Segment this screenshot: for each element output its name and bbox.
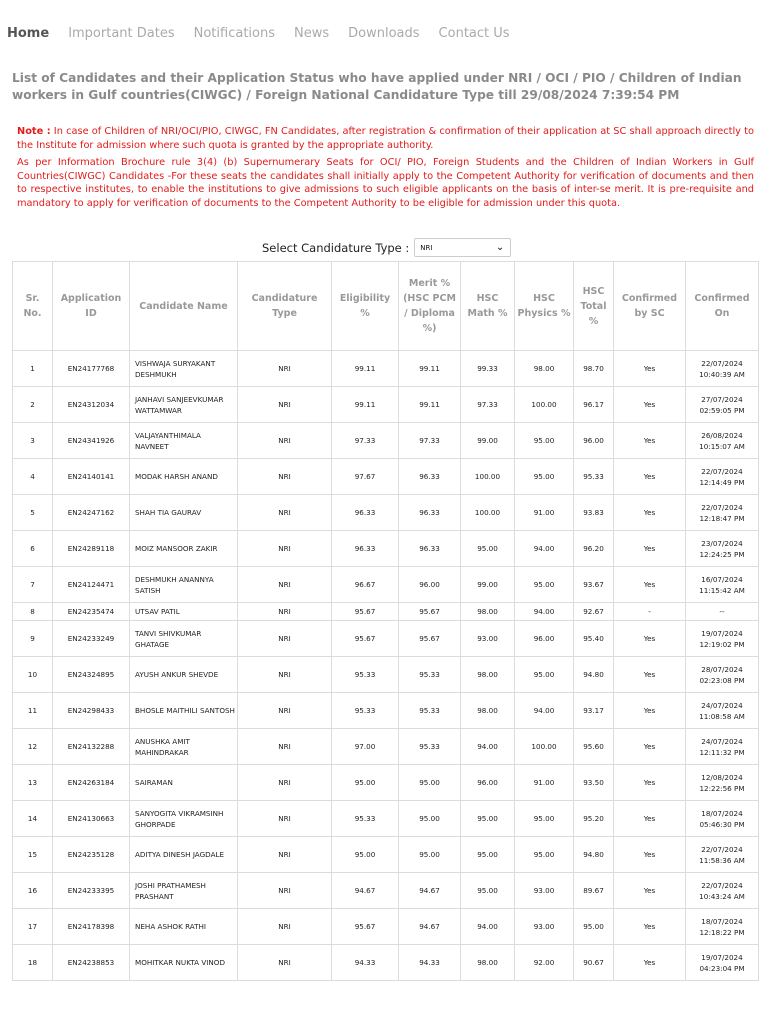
column-header-sr-no: Sr. No. <box>13 262 53 351</box>
eligibility-cell: 94.67 <box>332 873 399 909</box>
confirmed-on-cell <box>686 459 759 495</box>
hsc-total-cell: 93.50 <box>574 765 614 801</box>
table-row <box>13 693 759 729</box>
hsc-math-cell: 97.33 <box>461 387 515 423</box>
hsc-physics-cell: 96.00 <box>515 621 574 657</box>
eligibility-cell: 96.67 <box>332 567 399 603</box>
sr-no-cell: 7 <box>13 567 53 603</box>
hsc-physics-cell: 94.00 <box>515 693 574 729</box>
hsc-math-cell: 94.00 <box>461 729 515 765</box>
confirmed-on-cell <box>686 873 759 909</box>
hsc-total-cell: 90.67 <box>574 945 614 981</box>
application-id-cell: EN24324895 <box>53 657 130 693</box>
table-row <box>13 531 759 567</box>
column-header-candidate-name: Candidate Name <box>130 262 238 351</box>
hsc-physics-cell: 91.00 <box>515 765 574 801</box>
application-id-cell: EN24177768 <box>53 351 130 387</box>
nav-important-dates-link[interactable]: Important Dates <box>68 26 175 41</box>
hsc-total-cell: 95.20 <box>574 801 614 837</box>
sr-no-cell: 18 <box>13 945 53 981</box>
confirmed-time: 12:19:02 PM <box>699 639 745 649</box>
eligibility-cell: 97.33 <box>332 423 399 459</box>
sr-no-cell: 16 <box>13 873 53 909</box>
candidate-name-cell: SANYOGITA VIKRAMSINH GHORPADE <box>130 801 238 837</box>
note-text: In case of Children of NRI/OCI/PIO, CIWGC, FN Candidates, after registration & confirmation of their application at SC shall approach directly to the Institute for admission where such quota is granted by the appropriate authority. <box>17 126 754 151</box>
confirmed-on-cell <box>686 801 759 837</box>
hsc-math-cell: 100.00 <box>461 459 515 495</box>
rule-paragraph: As per Information Brochure rule 3(4) (b) Supernumerary Seats for OCI/ PIO, Foreign Students and the Children of Indian Workers in Gulf Countries(CIWGC) Candidates -For these seats the candidates shall initially apply to the Competent Authority for verification of documents and then to respective institutes, to enable the institutions to give admissions to such eligible applicants on the basis of inter-se merit. It is pre-requisite and mandatory to apply for verification of documents to the Competent Authority to be eligible for admission under this quota. <box>17 157 754 209</box>
confirmed-date: 28/07/2024 <box>701 664 743 674</box>
candidature-type-cell: NRI <box>238 423 332 459</box>
confirmed-by-sc-cell: Yes <box>614 729 686 765</box>
confirmed-on-cell <box>686 657 759 693</box>
confirmed-on-cell <box>686 531 759 567</box>
confirmed-date: 23/07/2024 <box>701 538 743 548</box>
candidate-name-cell: SHAH TIA GAURAV <box>130 495 238 531</box>
hsc-total-cell: 96.17 <box>574 387 614 423</box>
candidature-filter-label: Select Candidature Type : <box>262 240 410 255</box>
confirmed-date: 26/08/2024 <box>701 430 743 440</box>
candidature-type-select[interactable] <box>414 238 511 257</box>
confirmed-by-sc-cell: Yes <box>614 657 686 693</box>
confirmed-date: 22/07/2024 <box>701 502 743 512</box>
candidature-type-cell: NRI <box>238 459 332 495</box>
hsc-total-cell: 96.00 <box>574 423 614 459</box>
confirmed-date: 24/07/2024 <box>701 736 743 746</box>
confirmed-date: 24/07/2024 <box>701 700 743 710</box>
merit-cell: 94.33 <box>399 945 461 981</box>
confirmed-by-sc-cell: Yes <box>614 621 686 657</box>
confirmed-on-cell <box>686 621 759 657</box>
confirmed-by-sc-cell: Yes <box>614 945 686 981</box>
candidature-type-cell: NRI <box>238 657 332 693</box>
column-header-confirmed-on: Confirmed On <box>686 262 759 351</box>
table-row <box>13 387 759 423</box>
confirmed-date: 18/07/2024 <box>701 916 743 926</box>
confirmed-on-cell <box>686 423 759 459</box>
hsc-total-cell: 93.67 <box>574 567 614 603</box>
application-id-cell: EN24312034 <box>53 387 130 423</box>
hsc-math-cell: 99.00 <box>461 423 515 459</box>
confirmed-date: 19/07/2024 <box>701 952 743 962</box>
sr-no-cell: 10 <box>13 657 53 693</box>
candidate-name-cell: NEHA ASHOK RATHI <box>130 909 238 945</box>
sr-no-cell: 4 <box>13 459 53 495</box>
hsc-physics-cell: 95.00 <box>515 567 574 603</box>
merit-cell: 95.00 <box>399 801 461 837</box>
hsc-physics-cell: 93.00 <box>515 909 574 945</box>
sr-no-cell: 11 <box>13 693 53 729</box>
hsc-math-cell: 95.00 <box>461 837 515 873</box>
confirmed-on-cell <box>686 945 759 981</box>
hsc-total-cell: 93.83 <box>574 495 614 531</box>
sr-no-cell: 6 <box>13 531 53 567</box>
application-id-cell: EN24235128 <box>53 837 130 873</box>
table-row <box>13 729 759 765</box>
confirmed-on-cell <box>686 693 759 729</box>
candidature-type-cell: NRI <box>238 387 332 423</box>
eligibility-cell: 99.11 <box>332 387 399 423</box>
candidate-name-cell: MOHITKAR NUKTA VINOD <box>130 945 238 981</box>
page-heading: List of Candidates and their Application Status who have applied under NRI / OCI / PIO / Children of Indian workers in Gulf countries(CIWGC) / Foreign National Candidature Type till 29/08/2024 7:39:54 PM <box>12 71 742 102</box>
application-id-cell: EN24238853 <box>53 945 130 981</box>
candidate-name-cell: VISHWAJA SURYAKANT DESHMUKH <box>130 351 238 387</box>
table-row <box>13 837 759 873</box>
application-id-cell: EN24124471 <box>53 567 130 603</box>
candidate-name-cell: JOSHI PRATHAMESH PRASHANT <box>130 873 238 909</box>
column-header-application-id: Application ID <box>53 262 130 351</box>
sr-no-cell: 14 <box>13 801 53 837</box>
sr-no-cell: 3 <box>13 423 53 459</box>
table-row <box>13 801 759 837</box>
eligibility-cell: 97.67 <box>332 459 399 495</box>
notes-section <box>17 125 754 211</box>
candidate-name-cell: ANUSHKA AMIT MAHINDRAKAR <box>130 729 238 765</box>
confirmed-on-cell <box>686 909 759 945</box>
sr-no-cell: 13 <box>13 765 53 801</box>
confirmed-by-sc-cell: Yes <box>614 873 686 909</box>
hsc-math-cell: 98.00 <box>461 693 515 729</box>
eligibility-cell: 95.67 <box>332 621 399 657</box>
candidature-type-cell: NRI <box>238 603 332 621</box>
confirmed-date: 22/07/2024 <box>701 466 743 476</box>
confirmed-on-cell <box>686 387 759 423</box>
table-row <box>13 567 759 603</box>
merit-cell: 95.67 <box>399 603 461 621</box>
confirmed-on-cell <box>686 765 759 801</box>
hsc-total-cell: 96.20 <box>574 531 614 567</box>
candidature-type-value: NRI <box>420 243 433 252</box>
column-header-hsc-math: HSC Math % <box>461 262 515 351</box>
merit-cell: 95.67 <box>399 621 461 657</box>
candidature-type-cell: NRI <box>238 621 332 657</box>
confirmed-time: 02:23:08 PM <box>699 675 745 685</box>
hsc-math-cell: 98.00 <box>461 657 515 693</box>
hsc-physics-cell: 94.00 <box>515 531 574 567</box>
table-row <box>13 909 759 945</box>
application-id-cell: EN24298433 <box>53 693 130 729</box>
hsc-physics-cell: 100.00 <box>515 729 574 765</box>
hsc-total-cell: 93.17 <box>574 693 614 729</box>
confirmed-on-cell <box>686 567 759 603</box>
candidate-name-cell: MOIZ MANSOOR ZAKIR <box>130 531 238 567</box>
eligibility-cell: 95.33 <box>332 693 399 729</box>
column-header-candidature-type: Candidature Type <box>238 262 332 351</box>
table-row <box>13 873 759 909</box>
merit-cell: 99.11 <box>399 351 461 387</box>
eligibility-cell: 95.67 <box>332 603 399 621</box>
confirmed-by-sc-cell: Yes <box>614 567 686 603</box>
candidate-name-cell: BHOSLE MAITHILI SANTOSH <box>130 693 238 729</box>
hsc-physics-cell: 93.00 <box>515 873 574 909</box>
eligibility-cell: 95.33 <box>332 657 399 693</box>
confirmed-time: 12:18:47 PM <box>699 513 745 523</box>
confirmed-time: 12:11:32 PM <box>699 747 745 757</box>
candidature-type-cell: NRI <box>238 567 332 603</box>
confirmed-by-sc-cell: Yes <box>614 909 686 945</box>
confirmed-date: 22/07/2024 <box>701 880 743 890</box>
confirmed-by-sc-cell: Yes <box>614 387 686 423</box>
candidate-name-cell: MODAK HARSH ANAND <box>130 459 238 495</box>
confirmed-time: 11:15:42 AM <box>699 585 745 595</box>
application-id-cell: EN24233249 <box>53 621 130 657</box>
application-id-cell: EN24235474 <box>53 603 130 621</box>
confirmed-date: 16/07/2024 <box>701 574 743 584</box>
candidate-name-cell: DESHMUKH ANANNYA SATISH <box>130 567 238 603</box>
column-header-hsc-physics: HSC Physics % <box>515 262 574 351</box>
merit-cell: 95.00 <box>399 765 461 801</box>
merit-cell: 94.67 <box>399 873 461 909</box>
hsc-physics-cell: 92.00 <box>515 945 574 981</box>
confirmed-by-sc-cell: Yes <box>614 459 686 495</box>
note-paragraph <box>17 125 754 152</box>
hsc-physics-cell: 95.00 <box>515 837 574 873</box>
column-header-confirmed-by-sc: Confirmed by SC <box>614 262 686 351</box>
confirmed-by-sc-cell: Yes <box>614 693 686 729</box>
confirmed-on-cell <box>686 837 759 873</box>
column-header-hsc-total: HSC Total % <box>574 262 614 351</box>
application-id-cell: EN24341926 <box>53 423 130 459</box>
confirmed-by-sc-cell: Yes <box>614 495 686 531</box>
eligibility-cell: 95.33 <box>332 801 399 837</box>
hsc-total-cell: 94.80 <box>574 657 614 693</box>
confirmed-time: 02:59:05 PM <box>699 405 745 415</box>
nav-news-link[interactable]: News <box>294 26 330 41</box>
confirmed-time: 05:46:30 PM <box>699 819 745 829</box>
hsc-math-cell: 93.00 <box>461 621 515 657</box>
candidate-name-cell: SAIRAMAN <box>130 765 238 801</box>
hsc-math-cell: 100.00 <box>461 495 515 531</box>
merit-cell: 96.33 <box>399 531 461 567</box>
eligibility-cell: 97.00 <box>332 729 399 765</box>
confirmed-time: 10:43:24 AM <box>699 891 745 901</box>
sr-no-cell: 2 <box>13 387 53 423</box>
note-label: Note : <box>17 126 51 137</box>
candidate-name-cell: JANHAVI SANJEEVKUMAR WATTAMWAR <box>130 387 238 423</box>
confirmed-time: 12:22:56 PM <box>699 783 745 793</box>
merit-cell: 99.11 <box>399 387 461 423</box>
confirmed-time: 11:58:36 AM <box>699 855 745 865</box>
confirmed-date: 12/08/2024 <box>701 772 743 782</box>
table-row <box>13 603 759 621</box>
confirmed-date: 22/07/2024 <box>701 358 743 368</box>
sr-no-cell: 12 <box>13 729 53 765</box>
confirmed-time: 12:18:22 PM <box>699 927 745 937</box>
hsc-math-cell: 95.00 <box>461 873 515 909</box>
confirmed-on-cell <box>686 603 759 621</box>
confirmed-on-cell <box>686 351 759 387</box>
candidate-name-cell: TANVI SHIVKUMAR GHATAGE <box>130 621 238 657</box>
sr-no-cell: 5 <box>13 495 53 531</box>
candidature-type-cell: NRI <box>238 765 332 801</box>
confirmed-by-sc-cell: Yes <box>614 351 686 387</box>
application-id-cell: EN24233395 <box>53 873 130 909</box>
merit-cell: 95.33 <box>399 729 461 765</box>
candidature-type-cell: NRI <box>238 801 332 837</box>
hsc-math-cell: 98.00 <box>461 603 515 621</box>
merit-cell: 96.00 <box>399 567 461 603</box>
table-row <box>13 765 759 801</box>
confirmed-time: 10:40:39 AM <box>699 369 745 379</box>
application-id-cell: EN24132288 <box>53 729 130 765</box>
sr-no-cell: 9 <box>13 621 53 657</box>
candidature-type-cell: NRI <box>238 873 332 909</box>
eligibility-cell: 95.00 <box>332 837 399 873</box>
confirmed-time: 12:14:49 PM <box>699 477 745 487</box>
hsc-physics-cell: 95.00 <box>515 423 574 459</box>
hsc-math-cell: 98.00 <box>461 945 515 981</box>
confirmed-time: 12:24:25 PM <box>699 549 745 559</box>
merit-cell: 95.33 <box>399 693 461 729</box>
application-id-cell: EN24263184 <box>53 765 130 801</box>
hsc-physics-cell: 95.00 <box>515 801 574 837</box>
eligibility-cell: 95.67 <box>332 909 399 945</box>
eligibility-cell: 95.00 <box>332 765 399 801</box>
candidature-type-cell: NRI <box>238 531 332 567</box>
nav-home-link[interactable]: Home <box>7 26 50 41</box>
candidates-table <box>12 261 759 981</box>
candidature-type-cell: NRI <box>238 693 332 729</box>
eligibility-cell: 96.33 <box>332 495 399 531</box>
merit-cell: 96.33 <box>399 495 461 531</box>
eligibility-cell: 96.33 <box>332 531 399 567</box>
application-id-cell: EN24178398 <box>53 909 130 945</box>
candidature-filter <box>262 238 511 257</box>
confirmed-time: 11:08:58 AM <box>699 711 745 721</box>
application-id-cell: EN24289118 <box>53 531 130 567</box>
top-nav <box>7 26 529 41</box>
hsc-physics-cell: 94.00 <box>515 603 574 621</box>
table-body <box>13 351 759 981</box>
confirmed-by-sc-cell: Yes <box>614 531 686 567</box>
hsc-physics-cell: 95.00 <box>515 459 574 495</box>
application-id-cell: EN24140141 <box>53 459 130 495</box>
hsc-physics-cell: 95.00 <box>515 657 574 693</box>
hsc-total-cell: 94.80 <box>574 837 614 873</box>
application-id-cell: EN24247162 <box>53 495 130 531</box>
confirmed-date: 19/07/2024 <box>701 628 743 638</box>
merit-cell: 97.33 <box>399 423 461 459</box>
table-row <box>13 945 759 981</box>
table-row <box>13 351 759 387</box>
candidature-type-cell: NRI <box>238 909 332 945</box>
hsc-math-cell: 99.00 <box>461 567 515 603</box>
candidate-name-cell: ADITYA DINESH JAGDALE <box>130 837 238 873</box>
hsc-math-cell: 95.00 <box>461 801 515 837</box>
confirmed-by-sc-cell: Yes <box>614 423 686 459</box>
nav-contact-us-link[interactable]: Contact Us <box>438 26 510 41</box>
hsc-math-cell: 95.00 <box>461 531 515 567</box>
confirmed-by-sc-cell: Yes <box>614 801 686 837</box>
table-row <box>13 657 759 693</box>
application-id-cell: EN24130663 <box>53 801 130 837</box>
merit-cell: 94.67 <box>399 909 461 945</box>
candidate-name-cell: VALJAYANTHIMALA NAVNEET <box>130 423 238 459</box>
hsc-physics-cell: 98.00 <box>515 351 574 387</box>
column-header-merit: Merit % (HSC PCM / Diploma %) <box>399 262 461 351</box>
candidature-type-cell: NRI <box>238 945 332 981</box>
candidature-type-cell: NRI <box>238 495 332 531</box>
table-row <box>13 459 759 495</box>
hsc-math-cell: 94.00 <box>461 909 515 945</box>
candidate-name-cell: AYUSH ANKUR SHEVDE <box>130 657 238 693</box>
confirmed-date: 22/07/2024 <box>701 844 743 854</box>
hsc-physics-cell: 100.00 <box>515 387 574 423</box>
candidate-name-cell: UTSAV PATIL <box>130 603 238 621</box>
confirmed-by-sc-cell: Yes <box>614 837 686 873</box>
candidature-type-cell: NRI <box>238 837 332 873</box>
eligibility-cell: 99.11 <box>332 351 399 387</box>
sr-no-cell: 15 <box>13 837 53 873</box>
hsc-math-cell: 96.00 <box>461 765 515 801</box>
confirmed-time: 04:23:04 PM <box>699 963 745 973</box>
nav-downloads-link[interactable]: Downloads <box>348 26 420 41</box>
table-header-row <box>13 262 759 351</box>
hsc-physics-cell: 91.00 <box>515 495 574 531</box>
nav-notifications-link[interactable]: Notifications <box>193 26 275 41</box>
confirmed-time: 10:15:07 AM <box>699 441 745 451</box>
confirmed-by-sc-cell: - <box>614 603 686 621</box>
hsc-total-cell: 95.00 <box>574 909 614 945</box>
merit-cell: 96.33 <box>399 459 461 495</box>
confirmed-on-cell <box>686 729 759 765</box>
hsc-total-cell: 95.60 <box>574 729 614 765</box>
table-row <box>13 495 759 531</box>
confirmed-by-sc-cell: Yes <box>614 765 686 801</box>
table-row <box>13 423 759 459</box>
hsc-math-cell: 99.33 <box>461 351 515 387</box>
confirmed-date: 27/07/2024 <box>701 394 743 404</box>
confirmed-date: -- <box>719 607 725 616</box>
confirmed-date: 18/07/2024 <box>701 808 743 818</box>
candidature-type-cell: NRI <box>238 351 332 387</box>
candidature-type-cell: NRI <box>238 729 332 765</box>
hsc-total-cell: 92.67 <box>574 603 614 621</box>
hsc-total-cell: 98.70 <box>574 351 614 387</box>
table-row <box>13 621 759 657</box>
sr-no-cell: 1 <box>13 351 53 387</box>
hsc-total-cell: 95.33 <box>574 459 614 495</box>
hsc-total-cell: 89.67 <box>574 873 614 909</box>
sr-no-cell: 17 <box>13 909 53 945</box>
merit-cell: 95.00 <box>399 837 461 873</box>
sr-no-cell: 8 <box>13 603 53 621</box>
column-header-eligibility: Eligibility % <box>332 262 399 351</box>
chevron-down-icon: ⌄ <box>495 242 505 253</box>
hsc-total-cell: 95.40 <box>574 621 614 657</box>
confirmed-on-cell <box>686 495 759 531</box>
eligibility-cell: 94.33 <box>332 945 399 981</box>
merit-cell: 95.33 <box>399 657 461 693</box>
